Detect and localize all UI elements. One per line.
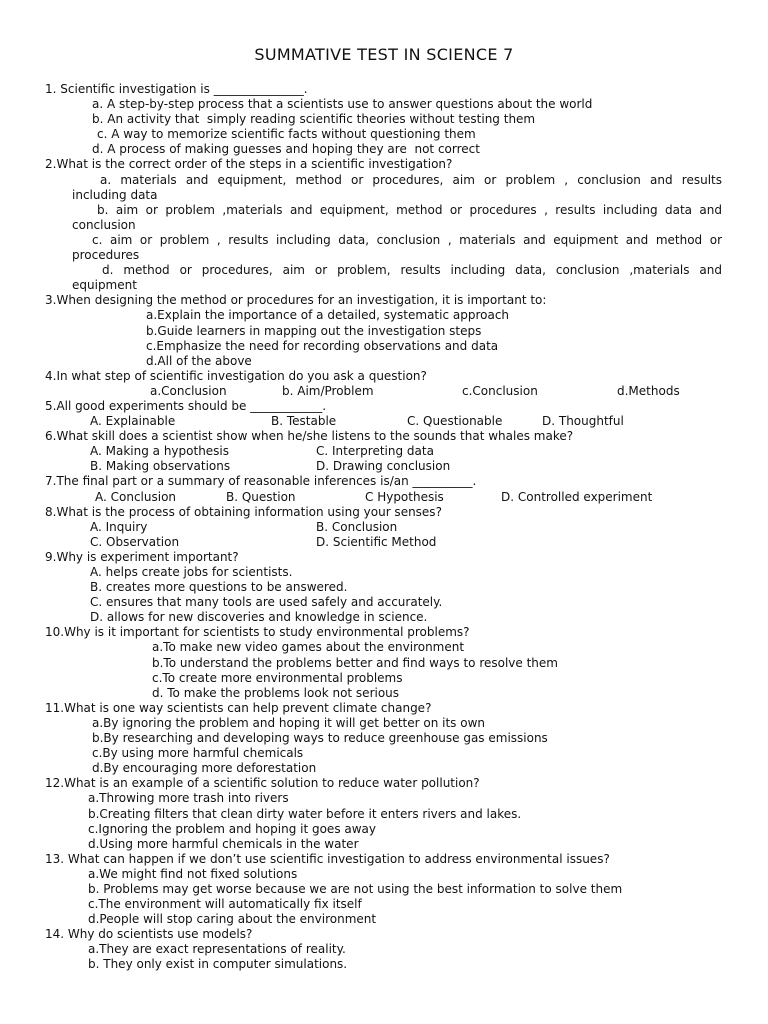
q1-stem: 1. Scientific investigation is _______________. [45, 82, 308, 96]
q11-option-c: c.By using more harmful chemicals [92, 746, 304, 761]
q6-option-c: C. Interpreting data [316, 444, 434, 459]
q14-option-b: b. They only exist in computer simulations. [88, 957, 348, 972]
q9-option-d: D. allows for new discoveries and knowledge in science. [90, 610, 428, 625]
q4-options [45, 384, 725, 399]
q3-option-d: d.All of the above [146, 353, 252, 368]
q10-option-a: a.To make new video games about the environment [152, 640, 465, 655]
q2-stem: 2.What is the correct order of the steps in a scientific investigation? [45, 157, 453, 172]
q3-option-c: c.Emphasize the need for recording observations and data [146, 338, 499, 353]
q2-option-c-cont: procedures [72, 248, 140, 263]
q5-option-b: B. Testable [271, 414, 337, 429]
q2-option-b-cont: conclusion [72, 217, 136, 232]
q6-option-a: A. Making a hypothesis [90, 444, 230, 459]
q9-option-c: C. ensures that many tools are used safely and accurately. [90, 595, 443, 610]
q10-stem: 10.Why is it important for scientists to study environmental problems? [45, 625, 470, 640]
q5-option-a: A. Explainable [90, 414, 176, 429]
q6-options-row1 [45, 444, 725, 459]
q4-option-b: b. Aim/Problem [282, 383, 374, 398]
q9-stem: 9.Why is experiment important? [45, 549, 239, 564]
q4-stem: 4.In what step of scientific investigation do you ask a question? [45, 368, 427, 383]
q12-option-b: b.Creating filters that clean dirty water before it enters rivers and lakes. [88, 806, 522, 821]
q12-option-a: a.Throwing more trash into rivers [88, 791, 289, 806]
q7-option-a: A. Conclusion [95, 489, 177, 504]
q8-option-d: D. Scientific Method [316, 534, 437, 549]
q11-option-d: d.By encouraging more deforestation [92, 761, 317, 776]
q7-option-c: C Hypothesis [365, 489, 444, 504]
page-title: SUMMATIVE TEST IN SCIENCE 7 [254, 45, 514, 64]
q9-option-a: A. helps create jobs for scientists. [90, 565, 293, 579]
q8-option-a: A. Inquiry [90, 519, 148, 534]
q9-option-b: B. creates more questions to be answered. [90, 580, 348, 595]
q2-option-a: a. materials and equipment, method or procedures, aim or problem , conclusion and results [100, 172, 722, 187]
q2-option-a-cont: including data [72, 187, 158, 202]
q10-option-b: b.To understand the problems better and find ways to resolve them [152, 655, 558, 670]
q11-option-a: a.By ignoring the problem and hoping it will get better on its own [92, 715, 485, 730]
q5-option-d: D. Thoughtful [542, 414, 624, 429]
q1-option-a: a. A step-by-step process that a scientists use to answer questions about the world [92, 97, 593, 112]
q5-option-c: C. Questionable [407, 414, 503, 429]
q11-option-b: b.By researching and developing ways to reduce greenhouse gas emissions [92, 731, 548, 746]
q10-option-c: c.To create more environmental problems [152, 670, 403, 685]
q4-option-a: a.Conclusion [150, 383, 227, 398]
q14-option-a: a.They are exact representations of reality. [88, 942, 346, 957]
q5-stem: 5.All good experiments should be ____________. [45, 398, 327, 413]
q12-option-c: c.Ignoring the problem and hoping it goes away [88, 821, 377, 836]
q7-option-b: B. Question [226, 489, 296, 504]
q8-options-row1 [45, 520, 725, 535]
q4-option-d: d.Methods [617, 383, 680, 398]
q13-option-a: a.We might find not fixed solutions [88, 866, 298, 881]
q1-option-c: c. A way to memorize scientific facts without questioning them [97, 127, 476, 142]
q12-option-d: d.Using more harmful chemicals in the water [88, 836, 359, 851]
q2-option-d-cont: equipment [72, 278, 137, 293]
q13-option-c: c.The environment will automatically fix itself [88, 897, 362, 912]
q13-option-b: b. Problems may get worse because we are not using the best information to solve them [88, 881, 623, 896]
q14-stem: 14. Why do scientists use models? [45, 927, 253, 942]
q7-options [45, 490, 725, 505]
q7-stem: 7.The final part or a summary of reasonable inferences is/an __________. [45, 474, 477, 489]
q2-option-d: d. method or procedures, aim or problem, results including data, conclusion ,materials and [102, 263, 722, 278]
q5-options [45, 414, 725, 429]
q7-option-d: D. Controlled experiment [501, 489, 653, 504]
q2-option-c: c. aim or problem , results including data, conclusion , materials and equipment and method or [92, 232, 722, 247]
q3-option-b: b.Guide learners in mapping out the investigation steps [146, 323, 482, 338]
q1-option-b: b. An activity that simply reading scientific theories without testing them [92, 112, 536, 127]
q6-option-d: D. Drawing conclusion [316, 459, 451, 474]
q3-option-a: a.Explain the importance of a detailed, systematic approach [146, 308, 510, 323]
q10-option-d: d. To make the problems look not serious [152, 685, 400, 700]
q8-option-c: C. Observation [90, 534, 180, 549]
q6-option-b: B. Making observations [90, 459, 231, 474]
q8-options-row2 [45, 535, 725, 550]
q3-stem: 3.When designing the method or procedures for an investigation, it is important to: [45, 293, 547, 308]
q6-stem: 6.What skill does a scientist show when he/she listens to the sounds that whales make? [45, 429, 574, 444]
q6-options-row2 [45, 459, 725, 474]
test-body [45, 82, 725, 973]
q2-option-b: b. aim or problem ,materials and equipment, method or procedures , results including data and [97, 202, 722, 217]
q8-stem: 8.What is the process of obtaining information using your senses? [45, 504, 442, 519]
q1-option-d: d. A process of making guesses and hoping they are not correct [92, 142, 480, 157]
q11-stem: 11.What is one way scientists can help prevent climate change? [45, 700, 432, 715]
q13-stem: 13. What can happen if we don’t use scientific investigation to address environmental issues? [45, 851, 610, 866]
q4-option-c: c.Conclusion [462, 383, 538, 398]
q13-option-d: d.People will stop caring about the environment [88, 912, 377, 927]
q8-option-b: B. Conclusion [316, 519, 398, 534]
q12-stem: 12.What is an example of a scientific solution to reduce water pollution? [45, 776, 480, 791]
